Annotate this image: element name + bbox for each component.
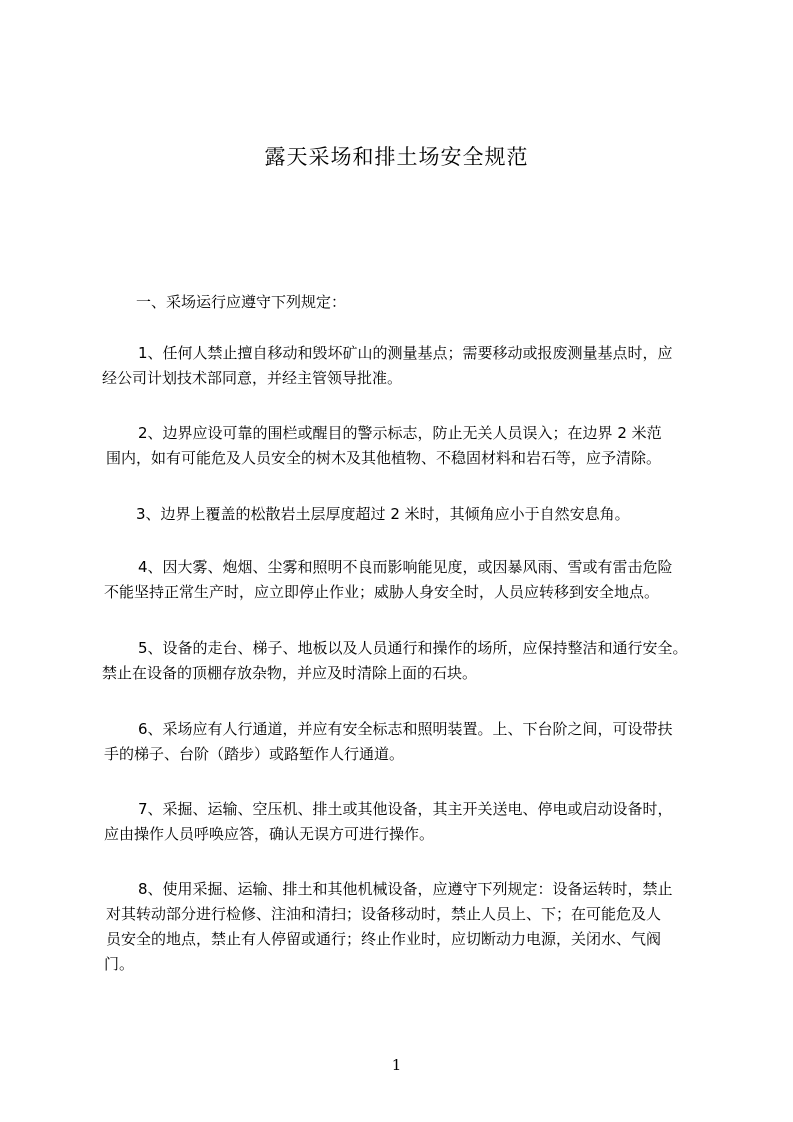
paragraph-line: 2、边界应设可靠的围栏或醒目的警示标志，防止无关人员误入；在边界 2 米范 (138, 424, 662, 442)
paragraph-line: 3、边界上覆盖的松散岩土层厚度超过 2 米时，其倾角应小于自然安息角。 (136, 505, 630, 523)
paragraph-line: 围内，如有可能危及人员安全的树木及其他植物、不稳固材料和岩石等，应予清除。 (106, 449, 662, 467)
rule-paragraph-8 (102, 877, 722, 977)
section-heading: 一、采场运行应遵守下列规定： (136, 293, 347, 311)
paragraph-line: 经公司计划技术部同意，并经主管领导批准。 (102, 369, 403, 387)
paragraph-line: 8、使用采掘、运输、排土和其他机械设备，应遵守下列规定：设备运转时，禁止 (138, 880, 673, 898)
paragraph-line: 7、采掘、运输、空压机、排土或其他设备，其主开关送电、停电或启动设备时， (138, 800, 673, 818)
rule-paragraph-6 (102, 717, 722, 767)
rule-paragraph-1 (102, 341, 722, 391)
paragraph-line: 禁止在设备的顶棚存放杂物，并应及时清除上面的石块。 (102, 664, 478, 682)
rule-paragraph-3 (102, 502, 722, 527)
paragraph-line: 应由操作人员呼唤应答，确认无误方可进行操作。 (104, 825, 435, 843)
document-title: 露天采场和排土场安全规范 (264, 145, 529, 169)
page-number: 1 (391, 1056, 402, 1074)
paragraph-line: 手的梯子、台阶（踏步）或路堑作人行通道。 (104, 745, 405, 763)
paragraph-line: 6、采场应有人行通道，并应有安全标志和照明装置。上、下台阶之间，可设带扶 (138, 720, 673, 738)
paragraph-line: 对其转动部分进行检修、注油和清扫；设备移动时，禁止人员上、下；在可能危及人 (106, 905, 662, 923)
paragraph-line: 5、设备的走台、梯子、地板以及人员通行和操作的场所，应保持整洁和通行安全。 (138, 639, 688, 657)
paragraph-line: 员安全的地点，禁止有人停留或通行；终止作业时，应切断动力电源，关闭水、气阀 (106, 930, 662, 948)
rule-paragraph-4 (102, 555, 722, 605)
rule-paragraph-5 (102, 636, 722, 686)
paragraph-line: 门。 (104, 955, 135, 973)
paragraph-line: 4、因大雾、炮烟、尘雾和照明不良而影响能见度，或因暴风雨、雪或有雷击危险 (138, 558, 673, 576)
paragraph-line: 不能坚持正常生产时，应立即停止作业；威胁人身安全时，人员应转移到安全地点。 (104, 583, 660, 601)
rule-paragraph-7 (102, 797, 722, 847)
paragraph-line: 1、任何人禁止擅自移动和毁坏矿山的测量基点；需要移动或报废测量基点时，应 (138, 344, 673, 362)
rule-paragraph-2 (102, 421, 722, 471)
